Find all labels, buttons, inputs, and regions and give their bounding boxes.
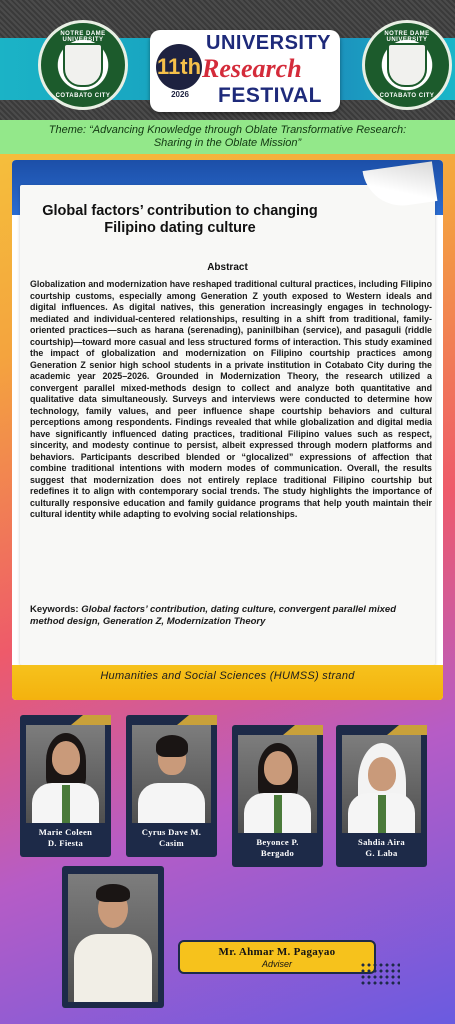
adviser-name: Mr. Ahmar M. Pagayao [218,946,336,958]
seal-shield-icon [387,43,427,87]
student-card [20,715,111,857]
edition-year: 2026 [171,90,189,99]
student-card [126,715,217,857]
abstract-heading: Abstract [207,262,248,273]
card-accent [71,715,111,725]
festival-logo [150,30,340,112]
student-photo [238,735,317,833]
seal-text-top: NOTRE DAME UNIVERSITY [384,31,430,43]
card-accent [387,725,427,735]
keywords-text: Global factors’ contribution, dating culture, convergent parallel mixed method design, Generation Z, Modernization Theory [30,604,396,627]
festival-title-line3: FESTIVAL [218,84,322,107]
card-accent [283,725,323,735]
edition-badge: 11th [156,44,202,90]
adviser-role: Adviser [261,959,292,969]
university-seal-left [38,20,128,110]
decorative-dots [360,962,400,986]
seal-text-bottom: COTABATO CITY [379,93,435,99]
keywords-label: Keywords: [30,604,79,615]
paper-title: Global factors’ contribution to changing Filipino dating culture [42,203,318,236]
student-name: Marie Coleen D. Fiesta [38,827,93,848]
student-name: Cyrus Dave M. Casim [141,827,202,848]
seal-text-bottom: COTABATO CITY [55,93,111,99]
student-photo [26,725,105,823]
festival-title-line1: UNIVERSITY [206,32,332,54]
strand-label: Humanities and Social Sciences (HUMSS) strand [100,670,355,682]
student-photo [132,725,211,823]
keywords [30,604,432,628]
university-seal-right [362,20,452,110]
student-photo [342,735,421,833]
festival-title-line2: Research [202,54,302,83]
seal-text-top: NOTRE DAME UNIVERSITY [60,31,106,43]
student-card [232,725,323,867]
adviser-label [178,940,376,974]
card-accent [177,715,217,725]
seal-shield-icon [63,43,103,87]
student-name: Sahdia Aira G. Laba [358,837,405,858]
abstract-body: Globalization and modernization have reshaped traditional cultural practices, including Filipino courtship customs, especially among Generation Z youth exposed to Western ideals and digital influences. As digital natives, this generation increasingly engages in technology-mediated and individual-centered relationships, resulting in a shift from traditional, family-oriented practices—such as harana (serenading), paninilbihan (service), and pasaguli (riddle courtship)—toward more casual and less structured forms of interaction. This study examined the impact of globalization and modernization on Filipino courtship practices among Generation Z senior high school students in a private institution in Cotabato City during the academic year 2025–2026. Grounded in Modernization Theory, the research utilized a convergent parallel mixed-methods design to collect and analyze both quantitative and qualitative data simultaneously. Surveys and interviews were conducted to determine how technology, family values, and peer influence shape courtship behaviors and cultural perceptions among respondents. Findings revealed that while globalization and digital media have significantly influenced dating practices, traditional Filipino values such as respect, sincerity, and modesty continue to persist, albeit expressed through modern platforms and behaviors. Participants described blended or “glocalized” expressions of affection that combine traditional intentions with modern modes of communication. Overall, the results suggest that modernization does not entirely replace traditional Filipino courtship but redefines it to align with contemporary social trends. The study highlights the importance of culturally responsive education and family guidance programs that help youth maintain their cultural identity while adapting to evolving social relationships. [30,279,432,519]
header [0,0,455,120]
student-card [336,725,427,867]
adviser-photo [68,874,158,1002]
theme-banner: Theme: “Advancing Knowledge through Oblate Transformative Research: Sharing in the Oblate Mission” [0,120,455,154]
adviser-card [62,866,164,1008]
student-name: Beyonce P. Bergado [256,837,299,858]
